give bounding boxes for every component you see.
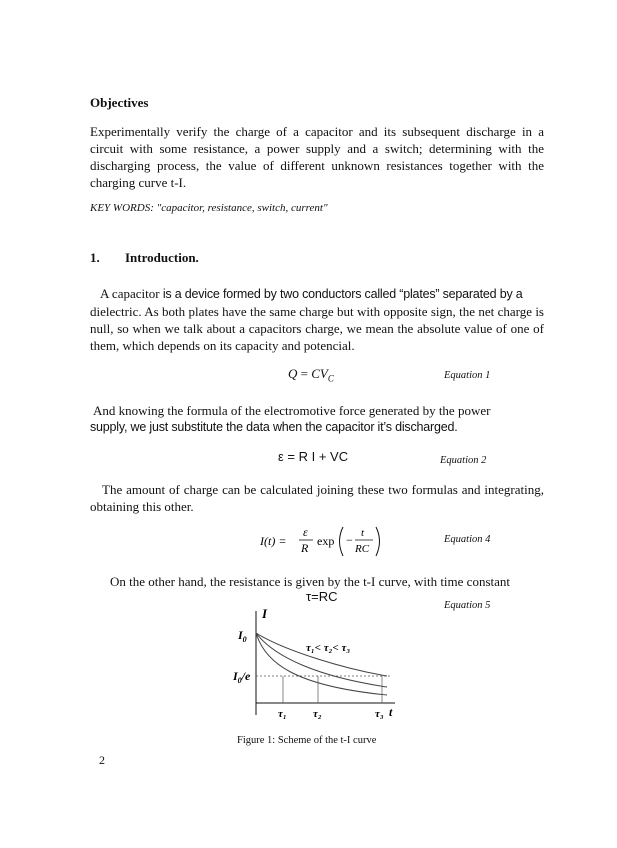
p2-serif: And knowing the formula of the electromotive force generated by the power xyxy=(93,403,491,418)
equation-1-label: Equation 1 xyxy=(444,370,491,381)
tau3-label: τ₃ xyxy=(375,708,384,720)
eq4-paren-right xyxy=(376,527,380,556)
figure-caption: Figure 1: Scheme of the t-I curve xyxy=(237,735,377,746)
intro-paragraph-2 xyxy=(90,402,544,436)
objectives-paragraph: Experimentally verify the charge of a capacitor and its subsequent discharge in a circuit with some resistance, a power supply and a switch; determining with the discharging process, the value of different unknown resistances together with the charging curve t-I. xyxy=(90,124,544,190)
eq4-den1: R xyxy=(301,541,309,555)
intro-paragraph-3: The amount of charge can be calculated joining these two formulas and integrating, obtaining this other. xyxy=(90,482,544,514)
page-number: 2 xyxy=(99,753,105,767)
p1-sans: is a device formed by two conductors called “plates” separated by a xyxy=(162,287,523,301)
objectives-heading: Objectives xyxy=(90,95,149,110)
eq1-q: Q xyxy=(288,366,298,381)
equation-4 xyxy=(258,520,388,562)
curve-tau3 xyxy=(256,633,387,676)
eq4-den2: RC xyxy=(355,543,370,555)
equation-1 xyxy=(288,366,334,384)
p1-lead: A capacitor xyxy=(100,286,160,301)
equation-4-label: Equation 4 xyxy=(444,534,491,545)
section-number: 1. xyxy=(90,250,100,265)
eq4-exp: exp xyxy=(317,534,335,548)
section-heading: Introduction. xyxy=(125,250,199,265)
eq1-cv: CV xyxy=(311,366,328,381)
tau1-label: τ₁ xyxy=(278,708,287,720)
tau-equals-rc: τ=RC xyxy=(306,589,338,604)
y-axis-label: I xyxy=(262,606,268,621)
i0-label: $I_0$ xyxy=(238,628,247,644)
i0e-label: $I_0/e$ xyxy=(233,669,251,685)
eq4-num2: t xyxy=(361,527,365,539)
tau2-label: τ₂ xyxy=(313,708,322,720)
p1-rest: dielectric. As both plates have the same charge but with opposite sign, the net charge is null, so when we talk about a capacitors charge, we mean the absolute value of one of them, which depends on its capacity and potencial. xyxy=(90,304,544,353)
p2-sans: supply, we just substitute the data when the capacitor it’s discharged. xyxy=(90,420,458,434)
eq4-minus: − xyxy=(346,533,353,547)
intro-paragraph-4: On the other hand, the resistance is given by the t-I curve, with time constant xyxy=(110,574,510,589)
tI-curve-figure xyxy=(225,603,410,723)
eq4-lhs: I(t) = xyxy=(260,534,287,548)
equation-5-label: Equation 5 xyxy=(444,600,491,611)
keywords-line: KEY WORDS: "capacitor, resistance, switch, current" xyxy=(90,202,328,214)
eq4-paren-left xyxy=(340,527,344,556)
equation-2-label: Equation 2 xyxy=(440,455,487,466)
equation-2: ε = R I + VC xyxy=(278,449,349,464)
eq4-num1: ε xyxy=(303,525,308,539)
x-axis-label: t xyxy=(389,705,393,719)
eq1-equals: = xyxy=(297,366,312,381)
intro-paragraph-1-first-line xyxy=(90,285,544,303)
tau-relation-label: τ₁< τ₂< τ₃ xyxy=(306,642,351,654)
intro-paragraph-1 xyxy=(90,285,544,354)
eq1-sub: C xyxy=(327,373,334,384)
